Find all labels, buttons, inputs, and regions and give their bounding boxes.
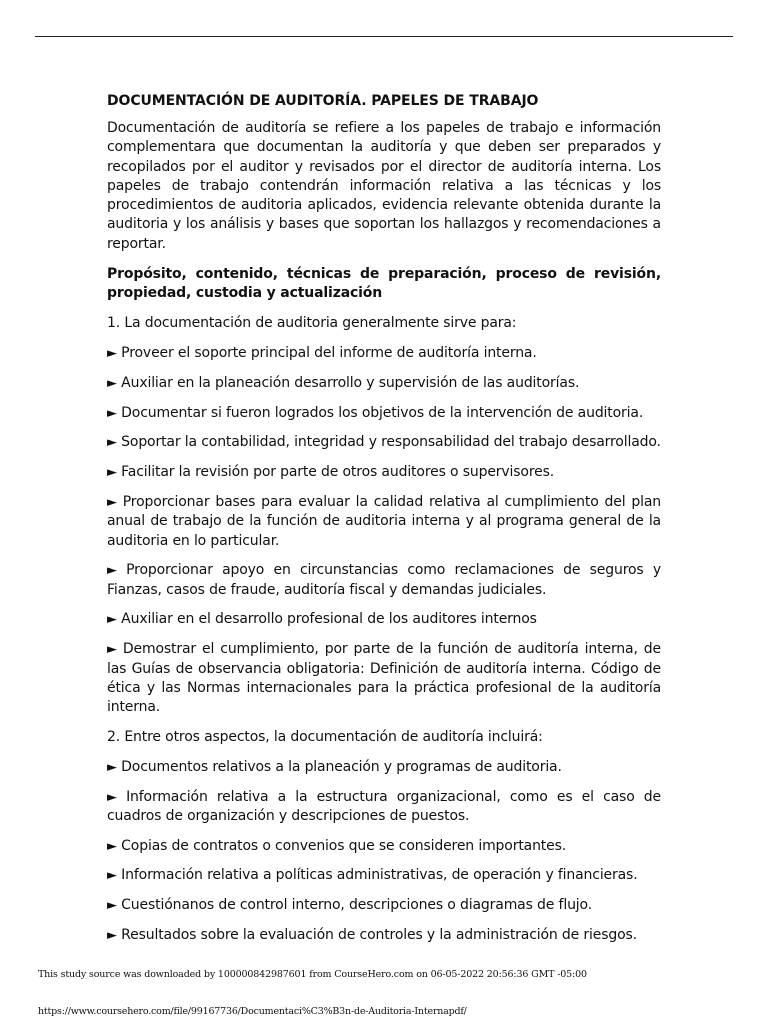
bullet-text: Información relativa a políticas administrativas, de operación y financieras.	[121, 867, 638, 884]
bullet-text: Auxiliar en la planeación desarrollo y supervisión de las auditorías.	[121, 374, 580, 391]
bullet-arrow-icon: ►	[107, 898, 117, 914]
bullet-item	[107, 493, 661, 551]
bullet-arrow-icon: ►	[107, 563, 117, 579]
bullet-arrow-icon: ►	[107, 612, 117, 628]
bullet-text: Soportar la contabilidad, integridad y responsabilidad del trabajo desarrollado.	[121, 434, 661, 451]
section-1-heading: 1. La documentación de auditoria generalmente sirve para:	[107, 315, 517, 332]
section-2-heading: 2. Entre otros aspectos, la documentación de auditoría incluirá:	[107, 728, 543, 745]
bullet-item	[107, 758, 661, 777]
section-1-list	[107, 344, 661, 717]
download-notice: This study source was downloaded by 100000842987601 from CourseHero.com on 06-05-2022 20:56:36 GMT -05:00	[38, 969, 587, 980]
bullet-text: Copias de contratos o convenios que se consideren importantes.	[121, 837, 567, 854]
bullet-item	[107, 610, 661, 629]
bullet-item	[107, 837, 661, 856]
bullet-text: Facilitar la revisión por parte de otros auditores o supervisores.	[121, 464, 555, 481]
bullet-arrow-icon: ►	[107, 435, 117, 451]
bullet-arrow-icon: ►	[107, 928, 117, 943]
bullet-item	[107, 926, 661, 945]
bullet-arrow-icon: ►	[107, 868, 117, 884]
bullet-item	[107, 640, 661, 717]
bullet-arrow-icon: ►	[107, 345, 117, 361]
section-subheading: Propósito, contenido, técnicas de preparación, proceso de revisión, propiedad, custodia y actualización	[107, 265, 661, 301]
bullet-item	[107, 433, 661, 452]
header-rule	[35, 36, 733, 37]
bullet-item	[107, 344, 661, 363]
bullet-item	[107, 374, 661, 393]
bullet-item	[107, 404, 661, 423]
source-url-link[interactable]: https://www.coursehero.com/file/99167736/Documentaci%C3%B3n-de-Auditoria-Internapdf/	[38, 1006, 467, 1017]
intro-paragraph: Documentación de auditoría se refiere a los papeles de trabajo e información complementara que documentan la auditoría y que deben ser preparados y recopilados por el auditor y revisados por el director de auditoría interna. Los papeles de trabajo contendrán información relativa a las técnicas y los procedimientos de auditoria aplicados, evidencia relevante obtenida durante la auditoria y los análisis y bases que soportan los hallazgos y recomendaciones a reportar.	[107, 120, 661, 252]
bullet-arrow-icon: ►	[107, 642, 117, 658]
bullet-text: Información relativa a la estructura organizacional, como es el caso de cuadros de organización y descripciones de puestos.	[107, 788, 661, 824]
document-title: DOCUMENTACIÓN DE AUDITORÍA. PAPELES DE TRABAJO	[107, 93, 539, 109]
bullet-text: Proporcionar bases para evaluar la calidad relativa al cumplimiento del plan anual de trabajo de la función de auditoria interna y al programa general de la auditoria en lo particular.	[107, 493, 661, 549]
bullet-arrow-icon: ►	[107, 465, 117, 481]
bullet-text: Demostrar el cumplimiento, por parte de la función de auditoría interna, de las Guías de observancia obligatoria: Definición de auditoría interna. Código de ética y las Normas internacionales para la práctica profesional de la auditoría interna.	[107, 641, 661, 716]
bullet-arrow-icon: ►	[107, 789, 117, 805]
bullet-arrow-icon: ►	[107, 759, 117, 775]
bullet-text: Documentos relativos a la planeación y programas de auditoria.	[121, 758, 562, 775]
bullet-text: Proveer el soporte principal del informe de auditoría interna.	[121, 344, 537, 361]
bullet-arrow-icon: ►	[107, 494, 117, 510]
bullet-item	[107, 463, 661, 482]
bullet-arrow-icon: ►	[107, 838, 117, 854]
bullet-text: Auxiliar en el desarrollo profesional de los auditores internos	[121, 611, 537, 628]
bullet-text: Documentar si fueron logrados los objetivos de la intervención de auditoria.	[121, 404, 644, 421]
document-body	[107, 92, 661, 956]
bullet-text: Proporcionar apoyo en circunstancias como reclamaciones de seguros y Fianzas, casos de fraude, auditoría fiscal y demandas judiciales.	[107, 562, 661, 598]
bullet-arrow-icon: ►	[107, 375, 117, 391]
bullet-text: Resultados sobre la evaluación de controles y la administración de riesgos.	[121, 927, 637, 943]
bullet-arrow-icon: ►	[107, 405, 117, 421]
bullet-item	[107, 866, 661, 885]
section-2-list	[107, 758, 661, 946]
bullet-item	[107, 561, 661, 600]
bullet-item	[107, 896, 661, 915]
bullet-item	[107, 788, 661, 827]
bullet-text: Cuestiónanos de control interno, descripciones o diagramas de flujo.	[121, 897, 593, 914]
